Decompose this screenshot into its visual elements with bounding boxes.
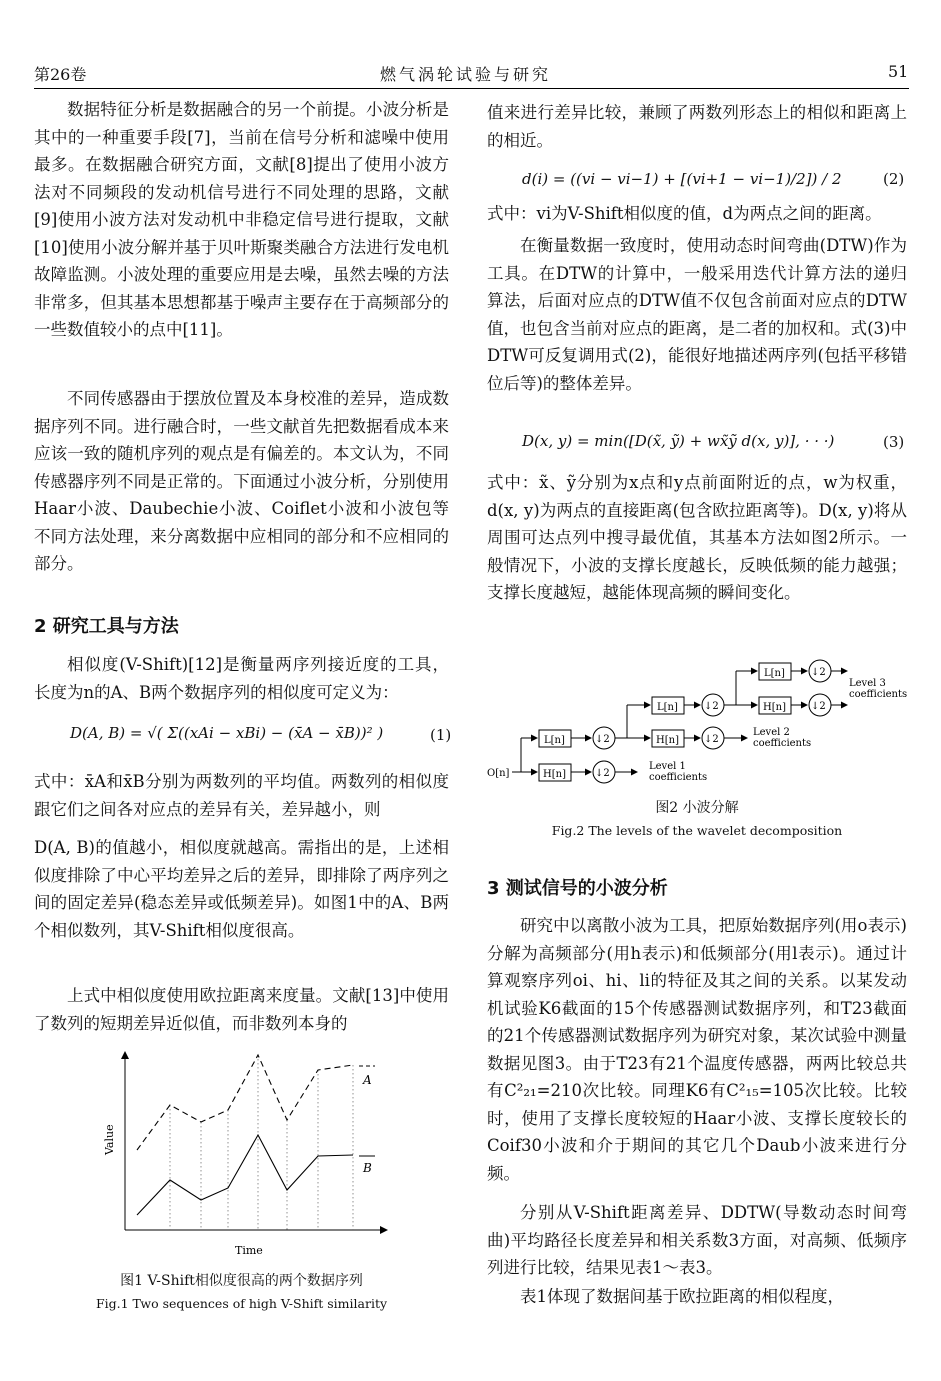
level-1-label: Level 1 [649,761,686,772]
paragraph: 分别从V-Shift距离差异、DDTW(导数动态时间弯曲)平均路径长度差异和相关系数3方面，对高频、低频序列进行比较，结果见表1～表3。 [487,1203,907,1277]
paragraph: 式中：x̄A和x̄B分别为两数列的平均值。两数列的相似度跟它们之间各对应点的差异有关，差异越小，则 [34,772,449,819]
section-3-heading: 3 测试信号的小波分析 [487,878,668,899]
series-a-label: A [363,1073,372,1087]
equation-3: D(x, y) = min([D(x̃, ỹ) + wx̃ỹ d(x, y)], · · ·) [522,432,835,450]
paragraph: 式中：vi为V-Shift相似度的值，d为两点之间的距离。 [487,204,882,223]
y-axis-label: Value [103,1124,116,1155]
paragraph: 上式中相似度使用欧拉距离来度量。文献[13]中使用了数列的短期差异近似值，而非数列本身的 [34,986,449,1033]
series-b-line [137,1135,353,1215]
paragraph: 表1体现了数据间基于欧拉距离的相似程度， [520,1287,844,1306]
l-label: L[n] [657,702,678,713]
figure-2 [487,655,907,790]
right-para-1 [487,99,907,154]
input-label: O[n] [487,768,510,779]
left-para-5 [34,834,449,944]
left-para-1 [34,96,449,344]
down-label: ↓2 [811,701,826,712]
level-3-coeff: coefficients [849,689,907,700]
down-label: ↓2 [704,734,719,745]
l-label: L[n] [544,735,565,746]
x-axis-label: Time [235,1244,263,1257]
header-page-number: 51 [888,62,909,81]
equation-2-number: (2) [883,170,905,188]
left-para-4 [34,768,449,823]
figure-1 [95,1040,395,1265]
right-para-4 [487,469,907,607]
header-journal-title: 燃气涡轮试验与研究 [380,65,552,84]
h-label: H[n] [543,769,566,780]
equation-1-number: (1) [430,726,452,744]
figure-1-caption: 图1 V-Shift相似度很高的两个数据序列 [120,1273,363,1289]
header-volume: 第26卷 [34,65,87,84]
paragraph: 式中：x̃、ỹ分别为x点和y点前面附近的点，w为权重，d(x, y)为两点的直接距离(包含欧拉距离等)。D(x, y)将从周围可达点列中搜寻最优值，其基本方法如图2所示。一般情况下，小波的支撑长度越长，反映低频的能力越强；支撑长度越短，越能体现高频的瞬间变化。 [487,473,907,602]
down-label: ↓2 [595,768,610,779]
left-para-3 [34,651,449,706]
h-label: H[n] [656,735,679,746]
paragraph: 相似度(V-Shift)[12]是衡量两序列接近度的工具，长度为n的A、B两个数据序列的相似度可定义为： [34,655,449,702]
h-label: H[n] [763,702,786,713]
level-2-label: Level 2 [753,727,790,738]
paragraph: 研究中以离散小波为工具，把原始数据序列(用o表示)分解为高频部分(用h表示)和低频部分(用l表示)。通过计算观察序列oi、hi、li的特征及其之间的关系。以某发动机试验K6截面的15个传感器测试数据序列，和T23截面的21个传感器测试数据序列为研究对象，某次试验中测量数据见图3。由于T23有21个温度传感器，两两比较总共有C²₂₁=210次比较。同理K6有C²₁₅=105次比较。比较时，使用了支撑长度较短的Haar小波、支撑长度较长的Coif30小波和介于期间的其它几个Daub小波来进行分频。 [487,916,907,1183]
section-2-heading: 2 研究工具与方法 [34,616,179,637]
series-b-label: B [363,1161,372,1175]
equation-1: D(A, B) = √( Σ((xAi − xBi) − (x̄A − x̄B))² ) [70,724,384,742]
down-label: ↓2 [595,734,610,745]
header-rule [34,88,909,89]
right-para-6 [487,1199,907,1282]
left-para-6 [34,982,449,1037]
level-2-coeff: coefficients [753,738,812,749]
paragraph: 在衡量数据一致度时，使用动态时间弯曲(DTW)作为工具。在DTW的计算中，一般采用迭代计算方法的递归算法，后面对应点的DTW值不仅包含前面对应点的DTW值，也包含当前对应点的距离，是二者的加权和。式(3)中DTW可反复调用式(2)，能很好地描述两序列(包括平移错位后等)的整体差异。 [487,236,907,393]
left-para-2 [34,385,449,578]
equation-3-number: (3) [883,433,905,451]
figure-2-caption-en: Fig.2 The levels of the wavelet decomposition [551,823,843,838]
right-para-7 [487,1283,907,1311]
figure-2-caption: 图2 小波分解 [655,800,739,816]
paragraph: D(A, B)的值越小，相似度就越高。需指出的是，上述相似度排除了中心平均差异之后的差异，即排除了两序列之间的固定差异(稳态差异或低频差异)。如图1中的A、B两个相似数列，其V-Shift相似度很高。 [34,838,449,940]
level-1-coeff: coefficients [649,772,708,783]
series-a-line [137,1055,353,1150]
right-para-3 [487,232,907,397]
paragraph: 不同传感器由于摆放位置及本身校准的差异，造成数据序列不同。进行融合时，一些文献首先把数据看成本来应该一致的随机序列的观点是有偏差的。本文认为，不同传感器序列不同是正常的。下面通过小波分析，分别使用Haar小波、Daubechie小波、Coiflet小波和小波包等不同方法处理，来分离数据中应相同的部分和不应相同的部分。 [34,389,449,573]
down-label: ↓2 [704,701,719,712]
paragraph: 数据特征分析是数据融合的另一个前提。小波分析是其中的一种重要手段[7]，当前在信号分析和滤噪中使用最多。在数据融合研究方面，文献[8]提出了使用小波方法对不同频段的发动机信号进行不同处理的思路，文献[9]使用小波方法对发动机中非稳定信号进行提取，文献[10]使用小波分解并基于贝叶斯聚类融合方法进行发电机故障监测。小波处理的重要应用是去噪，虽然去噪的方法非常多，但其基本思想都基于噪声主要存在于高频部分的一些数值较小的点中[11]。 [34,100,449,339]
level-3-label: Level 3 [849,678,886,689]
l-label: L[n] [764,668,785,679]
paragraph: 值来进行差异比较，兼顾了两数列形态上的相似和距离上的相近。 [487,103,907,150]
right-para-5 [487,912,907,1187]
down-label: ↓2 [811,667,826,678]
right-para-2 [487,200,907,228]
figure-1-caption-en: Fig.1 Two sequences of high V-Shift similarity [95,1296,388,1311]
equation-2: d(i) = ((vi − vi−1) + [(vi+1 − vi−1)/2]) / 2 [522,170,842,188]
